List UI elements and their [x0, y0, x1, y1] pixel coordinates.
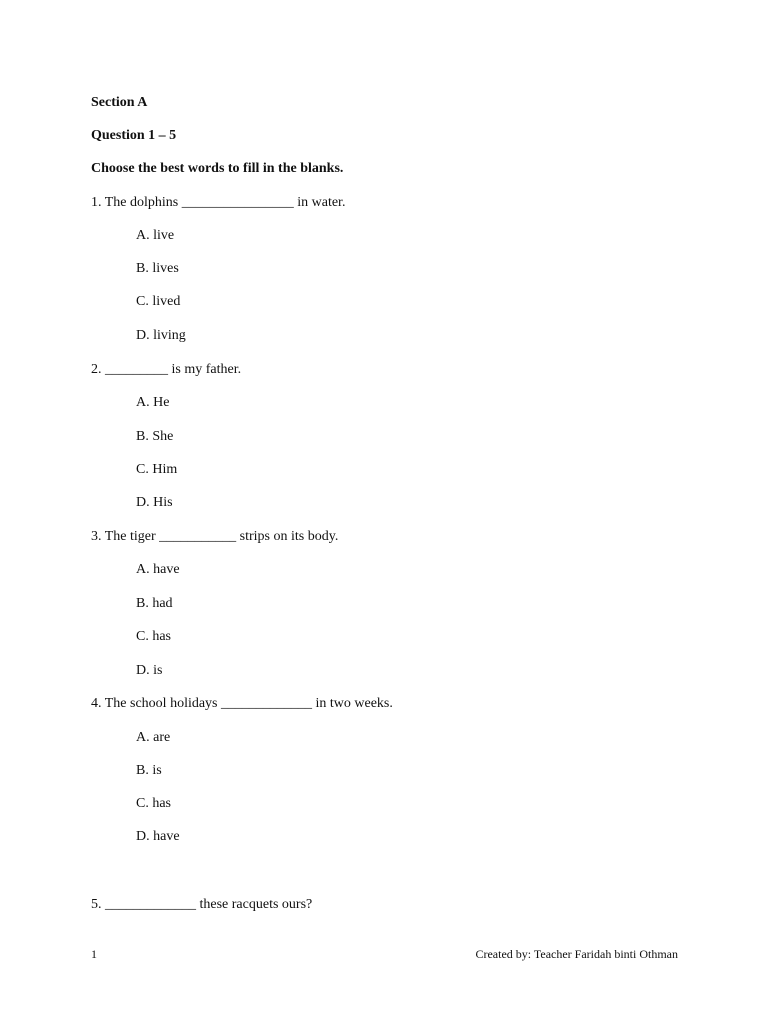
footer-credit: Created by: Teacher Faridah binti Othman	[475, 947, 678, 961]
question-3-option-a: A. have	[136, 562, 180, 577]
question-range: Question 1 – 5	[91, 128, 177, 143]
question-4-option-a: A. are	[136, 730, 171, 745]
question-3-option-b: B. had	[136, 596, 173, 611]
question-2-option-a: A. He	[136, 395, 170, 410]
question-1-option-d: D. living	[136, 328, 186, 343]
question-4-prompt: 4. The school holidays _____________ in two weeks.	[91, 696, 393, 711]
question-1-option-b: B. lives	[136, 261, 179, 276]
question-3-option-c: C. has	[136, 629, 171, 644]
question-2-option-b: B. She	[136, 429, 174, 444]
page-number: 1	[91, 947, 97, 961]
instruction: Choose the best words to fill in the blanks.	[91, 161, 344, 176]
question-1-option-a: A. live	[136, 228, 175, 243]
question-3-prompt: 3. The tiger ___________ strips on its body.	[91, 529, 339, 544]
question-3-option-d: D. is	[136, 663, 163, 678]
question-1-prompt: 1. The dolphins ________________ in water.	[91, 195, 346, 210]
question-4-option-b: B. is	[136, 763, 162, 778]
question-4-option-d: D. have	[136, 829, 180, 844]
question-5-prompt: 5. _____________ these racquets ours?	[91, 897, 313, 912]
question-2-prompt: 2. _________ is my father.	[91, 362, 242, 377]
question-2-option-c: C. Him	[136, 462, 178, 477]
question-1-option-c: C. lived	[136, 294, 181, 309]
question-2-option-d: D. His	[136, 495, 173, 510]
question-4-option-c: C. has	[136, 796, 171, 811]
section-title: Section A	[91, 95, 148, 110]
